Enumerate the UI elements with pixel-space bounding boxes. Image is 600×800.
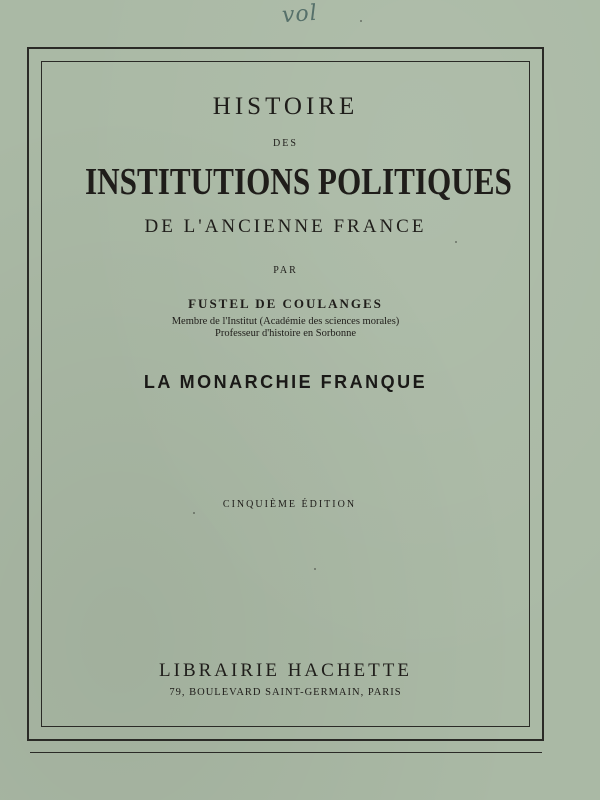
edition-label: CINQUIÈME ÉDITION	[222, 499, 357, 510]
paper-speck	[314, 568, 316, 570]
paper-speck	[360, 20, 362, 22]
author-affiliation-1: Membre de l'Institut (Académie des sciences morales)	[171, 316, 400, 327]
title-subtitle: DE L'ANCIENNE FRANCE	[144, 216, 427, 237]
title-histoire: HISTOIRE	[212, 93, 359, 120]
paper-speck	[455, 241, 457, 243]
main-title: INSTITUTIONS POLITIQUES	[85, 161, 512, 203]
author-name: FUSTEL DE COULANGES	[188, 296, 383, 311]
byline-par: PAR	[273, 265, 298, 276]
publisher-address: 79, BOULEVARD SAINT-GERMAIN, PARIS	[169, 687, 402, 698]
volume-title: LA MONARCHIE FRANQUE	[143, 372, 428, 392]
handwritten-annotation: vol	[281, 0, 319, 29]
paper-speck	[193, 512, 195, 514]
author-affiliation-2: Professeur d'histoire en Sorbonne	[215, 328, 356, 339]
title-des: DES	[273, 138, 298, 149]
publisher-name: LIBRAIRIE HACHETTE	[159, 660, 412, 681]
bottom-rule	[30, 752, 542, 753]
